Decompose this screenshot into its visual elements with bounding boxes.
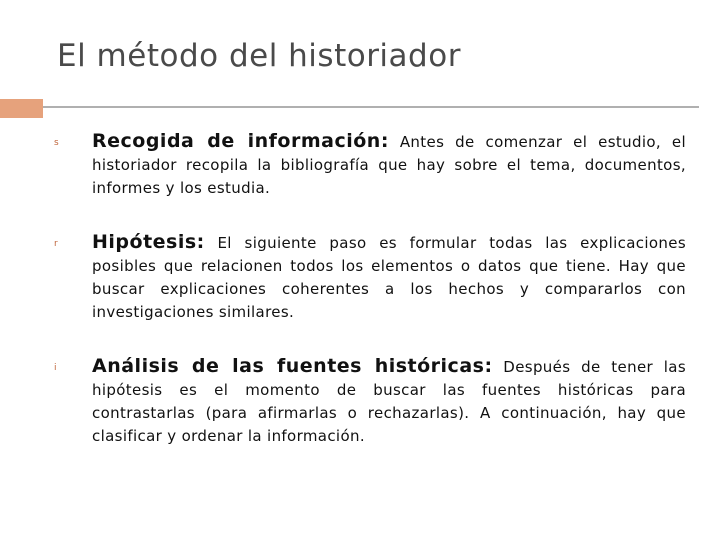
- bullet-marker: i: [54, 363, 57, 373]
- item-paragraph: [92, 355, 686, 448]
- list-item: [54, 231, 687, 324]
- title-accent-bar: [0, 99, 43, 118]
- item-paragraph: [92, 130, 686, 200]
- item-text: El siguiente paso es formular todas las explicaciones posibles que relacionen todos los elementos o datos que tiene. Hay que buscar explicaciones coherentes a los hechos y compararlos con investigaciones similares.: [92, 234, 687, 321]
- item-heading: Análisis de las fuentes históricas:: [92, 355, 493, 377]
- list-item: [54, 355, 687, 448]
- bullet-marker: s: [54, 138, 59, 148]
- bullet-list: [54, 130, 687, 479]
- list-item: [54, 130, 686, 200]
- item-paragraph: [92, 231, 686, 324]
- item-text: Antes de comenzar el estudio, el historiador recopila la bibliografía que hay sobre el tema, documentos, informes y los estudia.: [92, 133, 686, 197]
- item-text: Después de tener las hipótesis es el momento de buscar las fuentes históricas para contrastarlas (para afirmarlas o rechazarlas). A continuación, hay que clasificar y ordenar la información.: [92, 358, 687, 445]
- title-divider: [43, 106, 699, 108]
- bullet-marker: r: [54, 239, 58, 249]
- item-heading: Recogida de información:: [92, 130, 389, 152]
- slide-title: El método del historiador: [57, 38, 461, 74]
- item-heading: Hipótesis:: [92, 231, 205, 253]
